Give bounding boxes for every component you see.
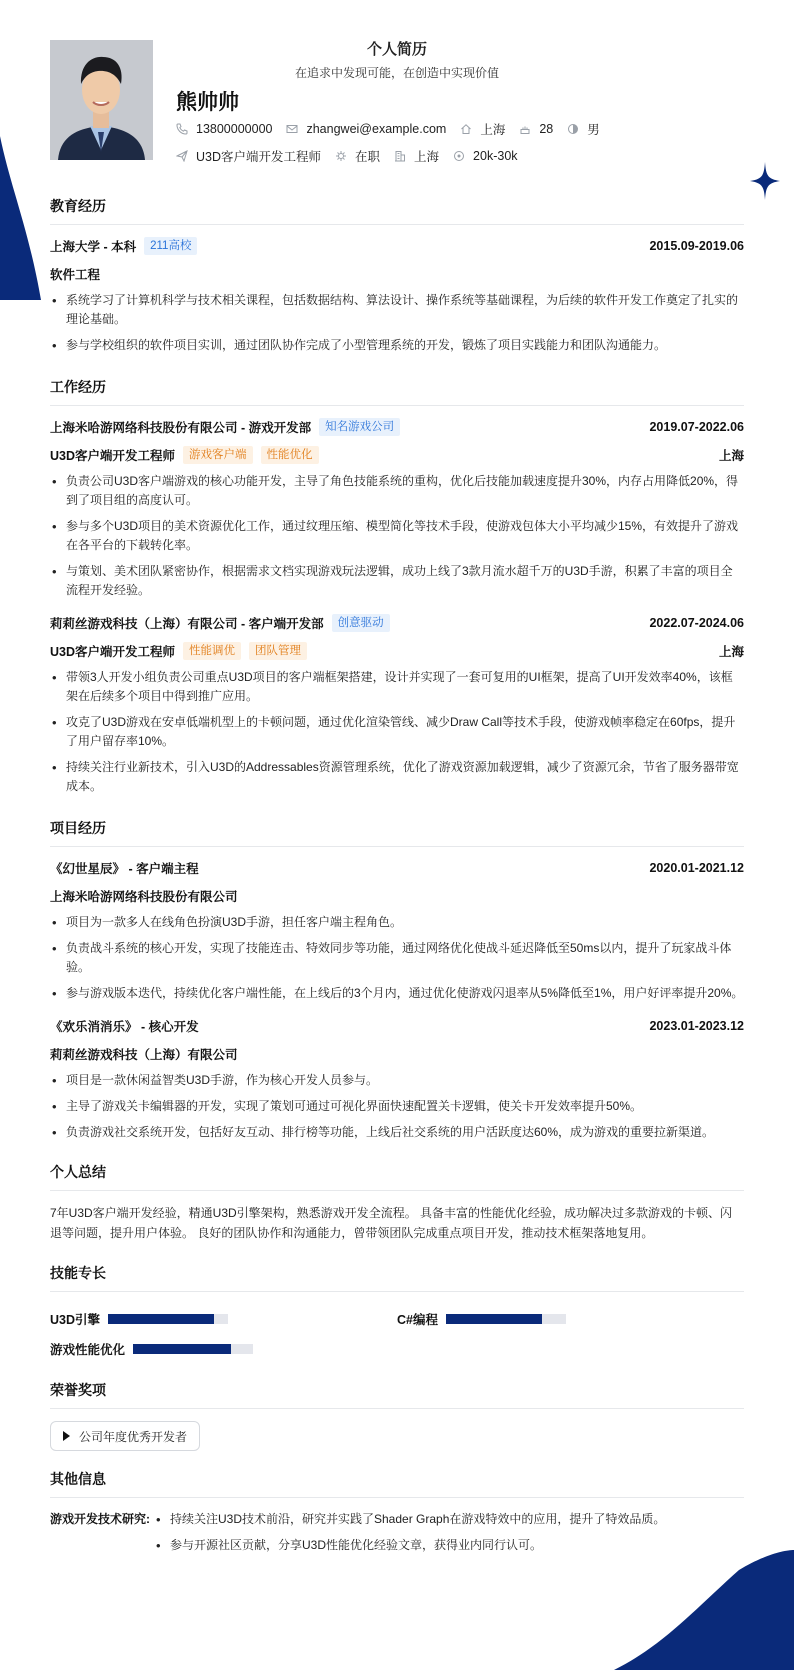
resume-header <box>50 0 744 196</box>
role-tag: 性能调优 <box>183 642 241 660</box>
job-role-row <box>50 446 744 464</box>
work-section <box>50 377 744 796</box>
role-tag: 团队管理 <box>249 642 307 660</box>
job-head <box>50 614 744 632</box>
project-name: 《幻世星辰》 - 客户端主程 <box>50 862 199 876</box>
skill-name: C#编程 <box>397 1313 438 1327</box>
company-tag: 创意驱动 <box>332 614 390 632</box>
education-section <box>50 196 744 355</box>
info-work-city: 上海 <box>394 147 439 165</box>
section-title-summary: 个人总结 <box>50 1162 744 1191</box>
project-entry <box>50 1017 744 1142</box>
project-company: 莉莉丝游戏科技（上海）有限公司 <box>50 1048 238 1062</box>
mail-icon <box>286 123 298 135</box>
info-email: zhangwei@example.com <box>286 122 446 136</box>
list-item: • 参与游戏版本迭代，持续优化客户端性能，在上线后的3个月内，通过优化使游戏闪退率从5%降低至1%，用户好评率提升20%。 <box>50 984 744 1003</box>
list-item: • 攻克了U3D游戏在安卓低端机型上的卡顿问题，通过优化渲染管线、减少Draw Call等技术手段，使游戏帧率稳定在60fps，提升了用户留存率10%。 <box>50 713 744 751</box>
list-item: • 带领3人开发小组负责公司重点U3D项目的客户端框架搭建，设计并实现了一套可复用的UI框架，提高了UI开发效率40%，该框架在后续多个项目中得到推广应用。 <box>50 668 744 706</box>
list-item: • 主导了游戏关卡编辑器的开发，实现了策划可通过可视化界面快速配置关卡逻辑，使关卡开发效率提升50%。 <box>50 1097 744 1116</box>
building-icon <box>394 150 406 162</box>
skill-name: 游戏性能优化 <box>50 1343 126 1357</box>
list-item: • 项目是一款休闲益智类U3D手游，作为核心开发人员参与。 <box>50 1071 744 1090</box>
project-head <box>50 1017 744 1035</box>
skill-item <box>397 1304 744 1334</box>
list-item: • 负责战斗系统的核心开发，实现了技能连击、特效同步等功能，通过网络优化使战斗延迟降低至50ms以内，提升了玩家战斗体验。 <box>50 939 744 977</box>
project-section <box>50 818 744 1142</box>
phone-icon <box>176 123 188 135</box>
list-item: • 系统学习了计算机科学与技术相关课程，包括数据结构、算法设计、操作系统等基础课程，为后续的软件开发工作奠定了扎实的理论基础。 <box>50 291 744 329</box>
document-subtitle: 在追求中发现可能，在创造中实现价值 <box>294 66 499 80</box>
skill-bar <box>446 1314 566 1324</box>
document-title: 个人简历 <box>366 41 427 58</box>
job-entry <box>50 614 744 796</box>
education-head <box>50 237 744 255</box>
home-icon <box>460 123 472 135</box>
job-role: U3D客户端开发工程师 <box>50 449 176 463</box>
list-item: • 参与学校组织的软件项目实训，通过团队协作完成了小型管理系统的开发，锻炼了项目实践能力和团队沟通能力。 <box>50 336 744 355</box>
other-row <box>50 1510 744 1562</box>
resume-page <box>50 0 744 1562</box>
major: 软件工程 <box>50 268 101 282</box>
project-head <box>50 859 744 877</box>
project-bullets <box>50 913 744 1003</box>
gender-icon <box>567 123 579 135</box>
status-icon <box>335 150 347 162</box>
list-item: • 持续关注行业新技术，引入U3D的Addressables资源管理系统，优化了游戏资源加载逻辑，减少了资源冗余，节省了服务器带宽成本。 <box>50 758 744 796</box>
list-item: • 项目为一款多人在线角色扮演U3D手游，担任客户端主程角色。 <box>50 913 744 932</box>
award-name: 公司年度优秀开发者 <box>79 1429 188 1444</box>
job-bullets <box>50 668 744 796</box>
section-title-work: 工作经历 <box>50 377 744 406</box>
skill-bar <box>108 1314 228 1324</box>
job-head <box>50 418 744 436</box>
skill-bar-fill <box>108 1314 214 1324</box>
job-location: 上海 <box>718 645 744 659</box>
project-period: 2020.01-2021.12 <box>649 861 744 875</box>
job-period: 2019.07-2022.06 <box>649 420 744 434</box>
project-entry <box>50 859 744 1003</box>
company-name: 莉莉丝游戏科技（上海）有限公司 - 客户端开发部 <box>50 617 324 631</box>
corner-decoration-bottom <box>494 1550 794 1670</box>
role-tag: 游戏客户端 <box>183 446 253 464</box>
info-salary: 20k-30k <box>453 149 517 163</box>
list-item: • 持续关注U3D技术前沿，研究并实践了Shader Graph在游戏特效中的应用，提升了特效品质。 <box>154 1510 744 1529</box>
education-bullets <box>50 291 744 355</box>
send-icon <box>176 150 188 162</box>
other-section <box>50 1469 744 1562</box>
corner-decoration <box>0 120 41 300</box>
other-bullets <box>154 1510 744 1562</box>
list-item: • 参与开源社区贡献，分享U3D性能优化经验文章，获得业内同行认可。 <box>154 1536 744 1555</box>
skill-item <box>50 1334 397 1364</box>
skill-name: U3D引擎 <box>50 1313 101 1327</box>
list-item: • 与策划、美术团队紧密协作，根据需求文档实现游戏玩法逻辑，成功上线了3款月流水超千万的U3D手游，积累了丰富的项目全流程开发经验。 <box>50 562 744 600</box>
project-period: 2023.01-2023.12 <box>649 1019 744 1033</box>
summary-text: 7年U3D客户端开发经验，精通U3D引擎架构，熟悉游戏开发全流程。 具备丰富的性能优化经验，成功解决过多款游戏的卡顿、闪退等问题，提升用户体验。 良好的团队协作和沟通能力，曾带领团队完成重点项目开发，推动技术框架落地复用。 <box>50 1206 733 1240</box>
section-title-education: 教育经历 <box>50 196 744 225</box>
summary-section <box>50 1162 744 1243</box>
role-tag: 性能优化 <box>261 446 319 464</box>
job-period: 2022.07-2024.06 <box>649 616 744 630</box>
job-bullets <box>50 472 744 600</box>
school-tag: 211高校 <box>144 237 197 255</box>
list-item: • 负责游戏社交系统开发，包括好友互动、排行榜等功能，上线后社交系统的用户活跃度达60%，成为游戏的重要拉新渠道。 <box>50 1123 744 1142</box>
company-tag: 知名游戏公司 <box>319 418 400 436</box>
info-phone: 13800000000 <box>176 122 272 136</box>
education-period: 2015.09-2019.06 <box>649 239 744 253</box>
section-title-awards: 荣誉奖项 <box>50 1380 744 1409</box>
salary-icon <box>453 150 465 162</box>
project-company: 上海米哈游网络科技股份有限公司 <box>50 890 238 904</box>
info-gender: 男 <box>567 120 600 138</box>
play-icon <box>63 1431 70 1441</box>
info-status: 在职 <box>335 147 380 165</box>
company-name: 上海米哈游网络科技股份有限公司 - 游戏开发部 <box>50 421 312 435</box>
skill-list <box>50 1304 744 1364</box>
candidate-name: 熊帅帅 <box>176 91 239 114</box>
skill-bar-fill <box>133 1344 231 1354</box>
job-role: U3D客户端开发工程师 <box>50 645 176 659</box>
school-name: 上海大学 - 本科 <box>50 240 137 254</box>
list-item: • 参与多个U3D项目的美术资源优化工作，通过纹理压缩、模型简化等技术手段，使游戏包体大小平均减少15%，有效提升了游戏在各平台的下载转化率。 <box>50 517 744 555</box>
info-age: 28 <box>519 122 553 136</box>
job-entry <box>50 418 744 600</box>
award-item[interactable] <box>50 1421 200 1451</box>
job-role-row <box>50 642 744 660</box>
skills-section <box>50 1263 744 1364</box>
awards-section <box>50 1380 744 1451</box>
contact-row <box>176 120 614 138</box>
info-position: U3D客户端开发工程师 <box>176 147 321 165</box>
age-icon <box>519 123 531 135</box>
job-intent-row <box>176 147 532 165</box>
project-name: 《欢乐消消乐》 - 核心开发 <box>50 1020 199 1034</box>
skill-bar <box>133 1344 253 1354</box>
section-title-skills: 技能专长 <box>50 1263 744 1292</box>
list-item: • 负责公司U3D客户端游戏的核心功能开发，主导了角色技能系统的重构，优化后技能加载速度提升30%，内存占用降低20%，得到了项目组的高度认可。 <box>50 472 744 510</box>
skill-bar-fill <box>446 1314 542 1324</box>
section-title-other: 其他信息 <box>50 1469 744 1498</box>
skill-item <box>50 1304 397 1334</box>
job-location: 上海 <box>718 449 744 463</box>
project-bullets <box>50 1071 744 1142</box>
info-city: 上海 <box>460 120 505 138</box>
other-label: 游戏开发技术研究: <box>50 1512 150 1526</box>
sparkle-icon <box>750 162 780 200</box>
section-title-projects: 项目经历 <box>50 818 744 847</box>
